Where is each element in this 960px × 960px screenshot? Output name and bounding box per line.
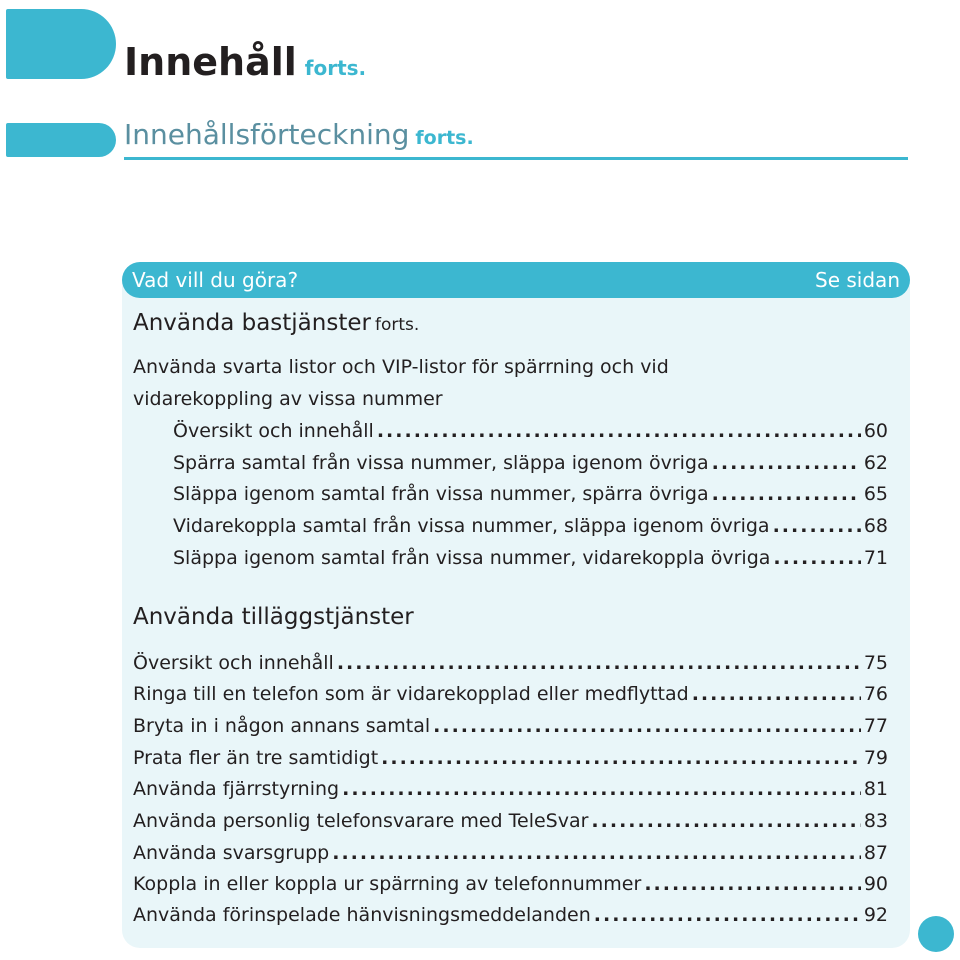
- toc-leader-dots: [644, 873, 861, 895]
- toc-entry-page: 77: [863, 715, 888, 737]
- toc-leader-dots: [591, 810, 860, 832]
- toc-entry[interactable]: [173, 547, 888, 575]
- toc-header-bar: [122, 262, 910, 298]
- toc-entry[interactable]: [133, 842, 888, 870]
- toc-entry-page: 79: [863, 747, 888, 769]
- toc-entry-label: Prata fler än tre samtidigt: [133, 747, 379, 769]
- toc-entry-label: Ringa till en telefon som är vidarekopplad eller medflyttad: [133, 683, 689, 705]
- toc-entry[interactable]: [133, 683, 888, 711]
- toc-column-page: Se sidan: [815, 268, 900, 292]
- chapter-tab-marker: [6, 9, 116, 79]
- toc-entry-page: 81: [863, 778, 888, 800]
- toc-leader-dots: [342, 778, 861, 800]
- toc-entry-label: Använda personlig telefonsvarare med TeleSvar: [133, 810, 589, 832]
- toc-entry[interactable]: [133, 778, 888, 806]
- toc-leader-dots: [712, 483, 861, 505]
- section-heading-suffix: forts.: [374, 315, 420, 335]
- toc-entry[interactable]: [133, 652, 888, 680]
- toc-leader-dots: [381, 747, 861, 769]
- toc-entry[interactable]: [133, 810, 888, 838]
- section-heading-tillaggstjanster: Använda tilläggstjänster: [133, 604, 414, 630]
- toc-entry[interactable]: [173, 420, 888, 448]
- section-intro-line: Använda svarta listor och VIP-listor för spärrning och vid: [133, 356, 669, 378]
- toc-entry-page: 71: [863, 547, 888, 569]
- toc-entry-label: Spärra samtal från vissa nummer, släppa igenom övriga: [173, 452, 709, 474]
- toc-entry-page: 65: [863, 483, 888, 505]
- toc-entry-label: Koppla in eller koppla ur spärrning av telefonnummer: [133, 873, 642, 895]
- page-title: [124, 40, 366, 84]
- toc-entry-label: Översikt och innehåll: [173, 420, 374, 442]
- toc-entry-page: 92: [863, 904, 888, 926]
- page-title-suffix: forts.: [304, 56, 367, 80]
- toc-leader-dots: [433, 715, 861, 737]
- toc-entry[interactable]: [173, 452, 888, 480]
- toc-leader-dots: [594, 904, 861, 926]
- toc-leader-dots: [712, 452, 861, 474]
- toc-entry[interactable]: [133, 747, 888, 775]
- toc-entry[interactable]: [173, 515, 888, 543]
- section-tab-marker: [6, 123, 116, 157]
- toc-entry-label: Släppa igenom samtal från vissa nummer, vidarekoppla övriga: [173, 547, 771, 569]
- page-corner-dot: [918, 916, 954, 952]
- page-subtitle: [124, 118, 474, 151]
- toc-leader-dots: [337, 652, 861, 674]
- toc-entry-label: Vidarekoppla samtal från vissa nummer, släppa igenom övriga: [173, 515, 770, 537]
- toc-entry-page: 76: [863, 683, 888, 705]
- toc-leader-dots: [692, 683, 861, 705]
- toc-leader-dots: [377, 420, 861, 442]
- toc-entry-page: 62: [863, 452, 888, 474]
- toc-entry[interactable]: [133, 904, 888, 932]
- page-title-text: Innehåll: [124, 40, 297, 84]
- toc-column-task: Vad vill du göra?: [132, 268, 299, 292]
- toc-entry-label: Släppa igenom samtal från vissa nummer, spärra övriga: [173, 483, 709, 505]
- toc-entry[interactable]: [133, 873, 888, 901]
- page-subtitle-suffix: forts.: [415, 127, 474, 149]
- subtitle-divider: [124, 157, 908, 160]
- page-subtitle-text: Innehållsförteckning: [124, 118, 410, 151]
- toc-entry-page: 90: [863, 873, 888, 895]
- toc-entry[interactable]: [173, 483, 888, 511]
- toc-leader-dots: [332, 842, 861, 864]
- toc-entry[interactable]: [133, 715, 888, 743]
- toc-entry-label: Använda förinspelade hänvisningsmeddelanden: [133, 904, 591, 926]
- toc-leader-dots: [773, 547, 860, 569]
- toc-entry-page: 60: [863, 420, 888, 442]
- toc-entry-label: Använda fjärrstyrning: [133, 778, 340, 800]
- section-intro-line: vidarekoppling av vissa nummer: [133, 388, 443, 410]
- toc-entry-page: 68: [863, 515, 888, 537]
- section-heading-bastjanster: [133, 310, 419, 336]
- toc-entry-label: Bryta in i någon annans samtal: [133, 715, 431, 737]
- toc-entry-page: 83: [863, 810, 888, 832]
- section-heading-text: Använda bastjänster: [133, 310, 371, 336]
- toc-entry-page: 87: [863, 842, 888, 864]
- toc-entry-label: Använda svarsgrupp: [133, 842, 330, 864]
- toc-entry-label: Översikt och innehåll: [133, 652, 334, 674]
- toc-entry-page: 75: [863, 652, 888, 674]
- toc-leader-dots: [773, 515, 861, 537]
